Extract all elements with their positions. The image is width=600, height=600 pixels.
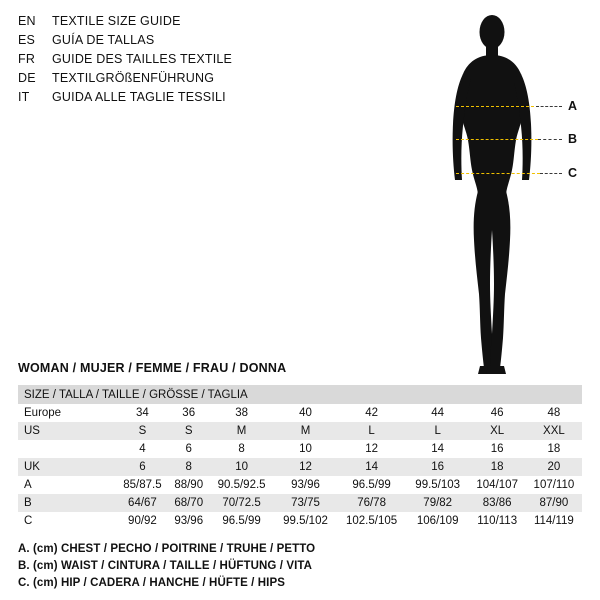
cell: 20 — [526, 458, 582, 476]
row-label: US — [18, 422, 116, 440]
hip-measure-line — [456, 173, 540, 174]
cell: 10 — [209, 458, 275, 476]
waist-measure-pointer — [538, 139, 562, 140]
cell: 64/67 — [116, 494, 169, 512]
row-label: B — [18, 494, 116, 512]
row-label: Europe — [18, 404, 116, 422]
cell: 16 — [469, 440, 526, 458]
cell: 96.5/99 — [336, 476, 407, 494]
cell: 18 — [469, 458, 526, 476]
cell: 34 — [116, 404, 169, 422]
language-header — [18, 14, 318, 109]
cell: M — [275, 422, 337, 440]
cell: 12 — [336, 440, 407, 458]
cell: 85/87.5 — [116, 476, 169, 494]
cell: XL — [469, 422, 526, 440]
cell: 18 — [526, 440, 582, 458]
table-header-row — [18, 385, 582, 404]
hip-measure-label: C — [568, 166, 578, 180]
table-row — [18, 422, 582, 440]
cell: 38 — [209, 404, 275, 422]
cell: S — [169, 422, 209, 440]
cell: 107/110 — [526, 476, 582, 494]
language-row — [18, 52, 318, 71]
cell: 12 — [275, 458, 337, 476]
cell: 40 — [275, 404, 337, 422]
cell: 106/109 — [407, 512, 469, 530]
cell: 42 — [336, 404, 407, 422]
language-row — [18, 14, 318, 33]
language-code: FR — [18, 52, 36, 66]
row-label: UK — [18, 458, 116, 476]
cell: 99.5/103 — [407, 476, 469, 494]
cell: 46 — [469, 404, 526, 422]
language-code: ES — [18, 33, 36, 47]
legend-item-waist: B. (cm) WAIST / CINTURA / TAILLE / HÜFTUNG / VITA — [18, 560, 313, 572]
language-row — [18, 90, 318, 109]
cell: 36 — [169, 404, 209, 422]
language-code: EN — [18, 14, 36, 28]
language-code: IT — [18, 90, 30, 104]
cell: 83/86 — [469, 494, 526, 512]
cell: S — [116, 422, 169, 440]
cell: 70/72.5 — [209, 494, 275, 512]
cell: 48 — [526, 404, 582, 422]
cell: 8 — [169, 458, 209, 476]
legend-item-hip: C. (cm) HIP / CADERA / HANCHE / HÜFTE / HIPS — [18, 577, 286, 589]
language-text: GUÍA DE TALLAS — [52, 33, 155, 47]
cell: 114/119 — [526, 512, 582, 530]
cell: 68/70 — [169, 494, 209, 512]
cell: 93/96 — [169, 512, 209, 530]
cell: M — [209, 422, 275, 440]
cell: 87/90 — [526, 494, 582, 512]
cell: 96.5/99 — [209, 512, 275, 530]
cell: 76/78 — [336, 494, 407, 512]
cell: 14 — [336, 458, 407, 476]
cell: 4 — [116, 440, 169, 458]
cell: 14 — [407, 440, 469, 458]
cell: 88/90 — [169, 476, 209, 494]
table-header-label: SIZE / TALLA / TAILLE / GRÖSSE / TAGLIA — [18, 385, 582, 404]
table-row — [18, 404, 582, 422]
table-row — [18, 476, 582, 494]
measurement-legend — [18, 541, 578, 592]
language-row — [18, 71, 318, 90]
cell: 99.5/102 — [275, 512, 337, 530]
cell: 6 — [116, 458, 169, 476]
cell: 73/75 — [275, 494, 337, 512]
cell: 44 — [407, 404, 469, 422]
table-row — [18, 458, 582, 476]
table-row — [18, 512, 582, 530]
waist-measure-label: B — [568, 132, 578, 146]
chest-measure-label: A — [568, 99, 578, 113]
waist-measure-line — [456, 139, 538, 140]
female-body-silhouette-icon — [430, 8, 570, 378]
language-text: GUIDE DES TAILLES TEXTILE — [52, 52, 233, 66]
cell: 90.5/92.5 — [209, 476, 275, 494]
cell: 102.5/105 — [336, 512, 407, 530]
cell: 6 — [169, 440, 209, 458]
cell: 93/96 — [275, 476, 337, 494]
cell: L — [407, 422, 469, 440]
legend-item-chest: A. (cm) CHEST / PECHO / POITRINE / TRUHE / PETTO — [18, 543, 316, 555]
cell: 110/113 — [469, 512, 526, 530]
language-text: TEXTILGRÖßENFÜHRUNG — [52, 71, 215, 85]
section-title: WOMAN / MUJER / FEMME / FRAU / DONNA — [18, 361, 287, 375]
table-row — [18, 440, 582, 458]
chest-measure-line — [456, 106, 534, 107]
cell: XXL — [526, 422, 582, 440]
hip-measure-pointer — [540, 173, 562, 174]
cell: L — [336, 422, 407, 440]
cell: 90/92 — [116, 512, 169, 530]
row-label: A — [18, 476, 116, 494]
cell: 16 — [407, 458, 469, 476]
measurement-figure — [400, 8, 600, 378]
cell: 104/107 — [469, 476, 526, 494]
language-row — [18, 33, 318, 52]
size-table — [18, 385, 582, 530]
row-label: C — [18, 512, 116, 530]
cell: 79/82 — [407, 494, 469, 512]
cell: 8 — [209, 440, 275, 458]
language-text: TEXTILE SIZE GUIDE — [52, 14, 181, 28]
table-row — [18, 494, 582, 512]
row-label — [18, 440, 116, 458]
cell: 10 — [275, 440, 337, 458]
language-code: DE — [18, 71, 36, 85]
language-text: GUIDA ALLE TAGLIE TESSILI — [52, 90, 226, 104]
chest-measure-pointer — [536, 106, 562, 107]
